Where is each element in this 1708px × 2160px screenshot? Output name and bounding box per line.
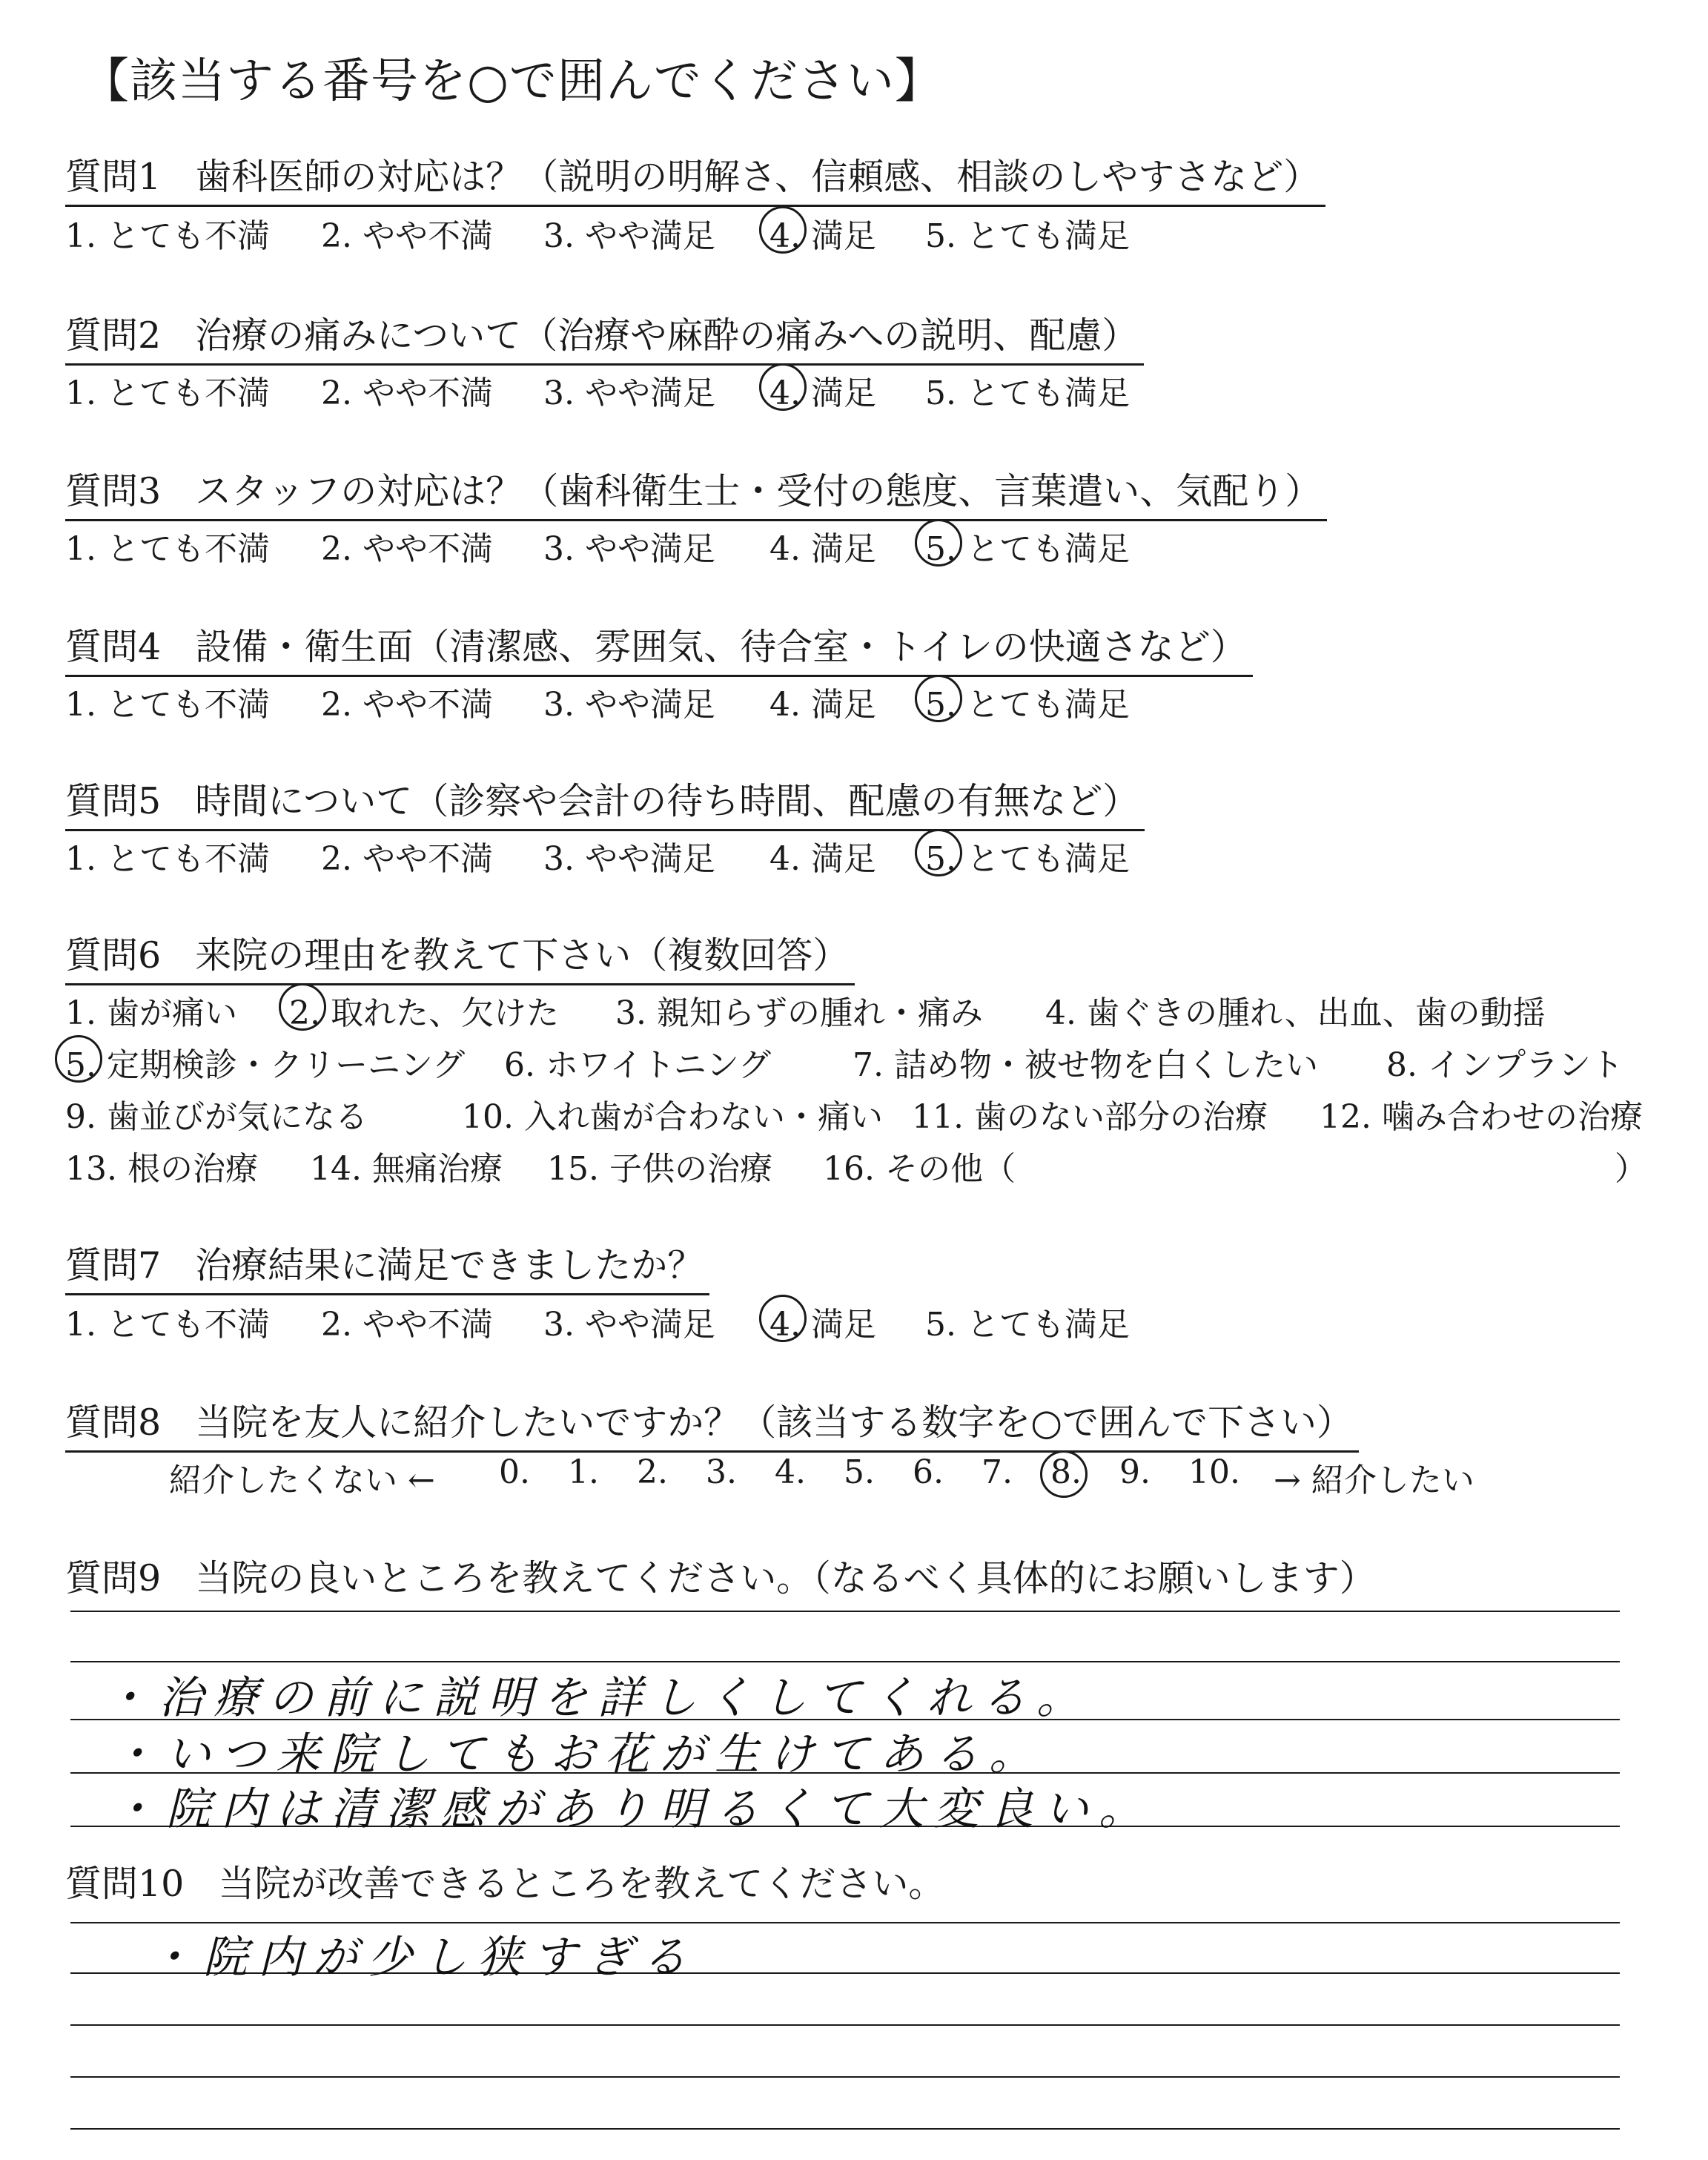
other-close-paren: ） (1615, 1150, 1647, 1188)
reason-1[interactable]: 1. 歯が痛い (65, 994, 237, 1032)
not-recommend-label: 紹介したくない ← (169, 1462, 435, 1499)
question-4 (65, 618, 1253, 677)
option-1[interactable]: 1. とても不満 (65, 840, 270, 878)
score-9[interactable]: 9. (1119, 1453, 1151, 1491)
option-1[interactable]: 1. とても不満 (65, 374, 270, 412)
answer-line (70, 2024, 1620, 2026)
question-8 (65, 1394, 1359, 1453)
option-2[interactable]: 2. やや不満 (321, 840, 493, 878)
option-5[interactable]: 5. とても満足 (925, 522, 1130, 569)
question-4-title: 質問4 設備・衛生面（清潔感、雰囲気、待合室・トイレの快適さなど） (65, 618, 1253, 677)
selected-circle-mark (55, 1035, 102, 1083)
reason-8[interactable]: 8. インプラント (1386, 1046, 1623, 1084)
score-2[interactable]: 2. (637, 1453, 668, 1491)
option-4[interactable]: 4. 満足 (769, 686, 876, 724)
reason-6[interactable]: 6. ホワイトニング (504, 1046, 772, 1084)
reason-7[interactable]: 7. 詰め物・被せ物を白くしたい (853, 1046, 1318, 1084)
score-4[interactable]: 4. (775, 1453, 806, 1491)
question-10 (65, 1855, 950, 1912)
option-3[interactable]: 3. やや満足 (543, 374, 715, 412)
option-1[interactable]: 1. とても不満 (65, 217, 270, 255)
question-3 (65, 463, 1327, 521)
reason-4[interactable]: 4. 歯ぐきの腫れ、出血、歯の動揺 (1045, 994, 1546, 1032)
option-5[interactable]: 5. とても満足 (925, 1306, 1130, 1344)
answer-line (70, 2128, 1620, 2130)
answer-line (70, 2076, 1620, 2078)
score-3[interactable]: 3. (706, 1453, 737, 1491)
reason-5[interactable]: 5. 定期検診・クリーニング (65, 1038, 465, 1086)
handwritten-answer-3: ・院内は清潔感があり明るくて大変良い。 (111, 1783, 1153, 1835)
question-10-title: 質問10 当院が改善できるところを教えてください。 (65, 1863, 945, 1905)
question-7-title: 質問7 治療結果に満足できましたか？ (65, 1237, 709, 1295)
handwritten-answer-2: ・いつ来院してもお花が生けてある。 (111, 1728, 1044, 1780)
option-3[interactable]: 3. やや満足 (543, 840, 715, 878)
option-5[interactable]: 5. とても満足 (925, 374, 1130, 412)
reason-10[interactable]: 10. 入れ歯が合わない・痛い (462, 1098, 883, 1136)
score-8[interactable]: 8. (1050, 1453, 1082, 1491)
answer-line (70, 1611, 1620, 1612)
handwritten-answer-1: ・治療の前に説明を詳しくしてくれる。 (104, 1672, 1091, 1724)
selected-circle-mark (1040, 1450, 1088, 1498)
selected-circle-mark (759, 206, 807, 254)
question-2 (65, 307, 1144, 366)
question-6 (65, 927, 855, 985)
question-9 (65, 1550, 1382, 1606)
handwritten-improvement-1: ・院内が少し狭すぎる (148, 1932, 697, 1984)
option-4[interactable]: 4. 満足 (769, 209, 876, 257)
option-2[interactable]: 2. やや不満 (321, 686, 493, 724)
reason-15[interactable]: 15. 子供の治療 (547, 1150, 772, 1188)
form-header: 【該当する番号を○で囲んでください】 (82, 54, 943, 109)
option-5[interactable]: 5. とても満足 (925, 832, 1130, 879)
reason-11[interactable]: 11. 歯のない部分の治療 (912, 1098, 1268, 1136)
reason-3[interactable]: 3. 親知らずの腫れ・痛み (615, 994, 983, 1032)
reason-16[interactable]: 16. その他（ (823, 1150, 1016, 1188)
option-2[interactable]: 2. やや不満 (321, 1306, 493, 1344)
option-4[interactable]: 4. 満足 (769, 840, 876, 878)
reason-2[interactable]: 2. 取れた、欠けた (289, 986, 559, 1034)
option-5[interactable]: 5. とても満足 (925, 678, 1130, 725)
question-7 (65, 1237, 709, 1295)
option-3[interactable]: 3. やや満足 (543, 530, 715, 568)
question-9-title: 質問9 当院の良いところを教えてください。（なるべく具体的にお願いします） (65, 1557, 1376, 1599)
score-10[interactable]: 10. (1188, 1453, 1240, 1491)
score-6[interactable]: 6. (913, 1453, 944, 1491)
question-8-title: 質問8 当院を友人に紹介したいですか？（該当する数字を○で囲んで下さい） (65, 1394, 1359, 1453)
score-7[interactable]: 7. (982, 1453, 1013, 1491)
option-5[interactable]: 5. とても満足 (925, 217, 1130, 255)
option-2[interactable]: 2. やや不満 (321, 217, 493, 255)
reason-9[interactable]: 9. 歯並びが気になる (65, 1098, 368, 1136)
option-2[interactable]: 2. やや不満 (321, 374, 493, 412)
question-6-title: 質問6 来院の理由を教えて下さい（複数回答） (65, 927, 855, 985)
option-4[interactable]: 4. 満足 (769, 366, 876, 414)
option-4[interactable]: 4. 満足 (769, 1298, 876, 1345)
score-1[interactable]: 1. (568, 1453, 599, 1491)
score-0[interactable]: 0. (499, 1453, 530, 1491)
option-4[interactable]: 4. 満足 (769, 530, 876, 568)
reason-13[interactable]: 13. 根の治療 (65, 1150, 258, 1188)
selected-circle-mark (915, 675, 962, 722)
question-3-title: 質問3 スタッフの対応は？（歯科衛生士・受付の態度、言葉遣い、気配り） (65, 463, 1327, 521)
option-1[interactable]: 1. とても不満 (65, 530, 270, 568)
question-1 (65, 148, 1325, 207)
selected-circle-mark (915, 519, 962, 567)
option-2[interactable]: 2. やや不満 (321, 530, 493, 568)
selected-circle-mark (759, 363, 807, 411)
selected-circle-mark (759, 1295, 807, 1342)
selected-circle-mark (915, 829, 962, 876)
recommend-label: → 紹介したい (1274, 1462, 1474, 1499)
option-1[interactable]: 1. とても不満 (65, 686, 270, 724)
question-1-title: 質問1 歯科医師の対応は？（説明の明解さ、信頼感、相談のしやすさなど） (65, 148, 1325, 207)
option-3[interactable]: 3. やや満足 (543, 217, 715, 255)
score-5[interactable]: 5. (844, 1453, 875, 1491)
reason-14[interactable]: 14. 無痛治療 (310, 1150, 503, 1188)
question-2-title: 質問2 治療の痛みについて（治療や麻酔の痛みへの説明、配慮） (65, 307, 1144, 366)
option-3[interactable]: 3. やや満足 (543, 1306, 715, 1344)
option-3[interactable]: 3. やや満足 (543, 686, 715, 724)
selected-circle-mark (279, 983, 326, 1031)
question-5-title: 質問5 時間について（診察や会計の待ち時間、配慮の有無など） (65, 773, 1145, 831)
reason-12[interactable]: 12. 噛み合わせの治療 (1320, 1098, 1643, 1136)
question-5 (65, 773, 1145, 831)
option-1[interactable]: 1. とても不満 (65, 1306, 270, 1344)
